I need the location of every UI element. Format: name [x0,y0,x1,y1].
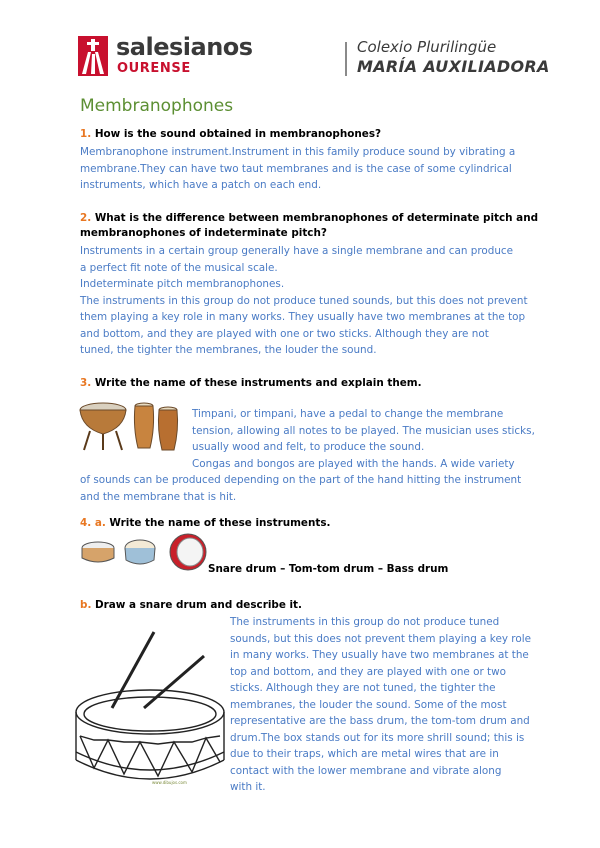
answer-line: tuned, the tighter the membranes, the louder the sound. [80,344,377,356]
header-divider [345,42,347,76]
salesianos-logo [78,33,298,80]
answer-3-full [80,472,521,505]
timpani-congas-image [78,398,184,454]
answer-line: The instruments in this group do not produce tuned sounds, but this does not prevent [80,294,528,307]
answer-1 [80,144,515,194]
question-sub-letter: a. [94,517,106,529]
question-text: How is the sound obtained in membranophones? [94,128,382,140]
question-2 [80,211,538,241]
question-number: 4. [80,517,92,529]
svg-text:www.dibujos.com: www.dibujos.com [152,780,187,785]
answer-line: top and bottom, and they are played with one or two [230,665,506,678]
question-text-line: What is the difference between membranophones of determinate pitch and [94,212,539,224]
school-line-2: MARÍA AUXILIADORA [357,57,550,76]
answer-line: with it. [230,781,266,793]
answer-line: membranes, the louder the sound. Some of the most [230,698,507,711]
answer-line: drum.The box stands out for its more shrill sound; this is [230,731,525,744]
answer-line: membrane.They can have two taut membranes and is the case of some cylindrical [80,162,512,175]
answer-line: The instruments in this group do not produce tuned [230,616,500,628]
question-4a [80,516,330,531]
answer-line: Congas and bongos are played with the hands. A wide variety [192,457,515,470]
answer-line: Instruments in a certain group generally have a single membrane and can produce [80,245,514,257]
answer-3-side [192,406,535,472]
question-1 [80,127,381,142]
answer-line: due to their traps, which are metal wires that are in [230,748,499,760]
brand-name: salesianos [116,33,253,61]
answer-line: Membranophone instrument.Instrument in this family produce sound by vibrating a [80,146,516,158]
school-name [357,38,550,76]
answer-line: and the membrane that is hit. [80,490,237,503]
answer-line: contact with the lower membrane and vibrate along [230,764,502,777]
answer-line: instruments, which have a patch on each end. [80,179,322,191]
answer-line: of sounds can be produced depending on the part of the hand hitting the instrument [80,474,522,486]
question-number: 1. [80,128,92,140]
page-title: Membranophones [80,96,234,116]
answer-line: sounds, but this does not prevent them playing a key role [230,632,531,645]
answer-line: sticks. Although they are not tuned, the tighter the [230,682,496,694]
answer-line: representative are the bass drum, the tom-tom drum and [230,715,530,727]
question-4b [80,598,302,613]
answer-line: tension, allowing all notes to be played. The musician uses sticks, [192,424,535,437]
question-number: 2. [80,212,92,224]
salesianos-logo-mark [78,36,108,76]
answer-line: usually wood and felt, to produce the sound. [192,441,425,453]
question-text: Draw a snare drum and describe it. [95,599,302,611]
answer-line: in many works. They usually have two membranes at the [230,649,529,661]
question-sub-letter: b. [80,599,92,611]
question-text: Write the name of these instruments. [109,517,331,529]
question-text-line: membranophones of indeterminate pitch? [80,227,327,239]
drums-image [80,534,210,574]
snare-drum-drawing [72,628,230,786]
question-text: Write the name of these instruments and explain them. [94,377,422,389]
answer-line: them playing a key role in many works. They usually have two membranes at the top [80,311,526,323]
question-number: 3. [80,377,92,389]
answer-2 [80,243,528,359]
answer-line: Indeterminate pitch membranophones. [80,278,285,290]
question-3 [80,376,422,391]
answer-line: and bottom, and they are played with one or two sticks. Although they are not [80,327,489,340]
school-line-1: Colexio Plurilingüe [357,38,497,56]
answer-line: a perfect fit note of the musical scale. [80,261,278,274]
answer-line: Timpani, or timpani, have a pedal to change the membrane [192,408,504,420]
answer-4b [230,614,531,796]
brand-city: OURENSE [117,61,191,76]
answer-4a: Snare drum – Tom-tom drum – Bass drum [208,563,449,575]
